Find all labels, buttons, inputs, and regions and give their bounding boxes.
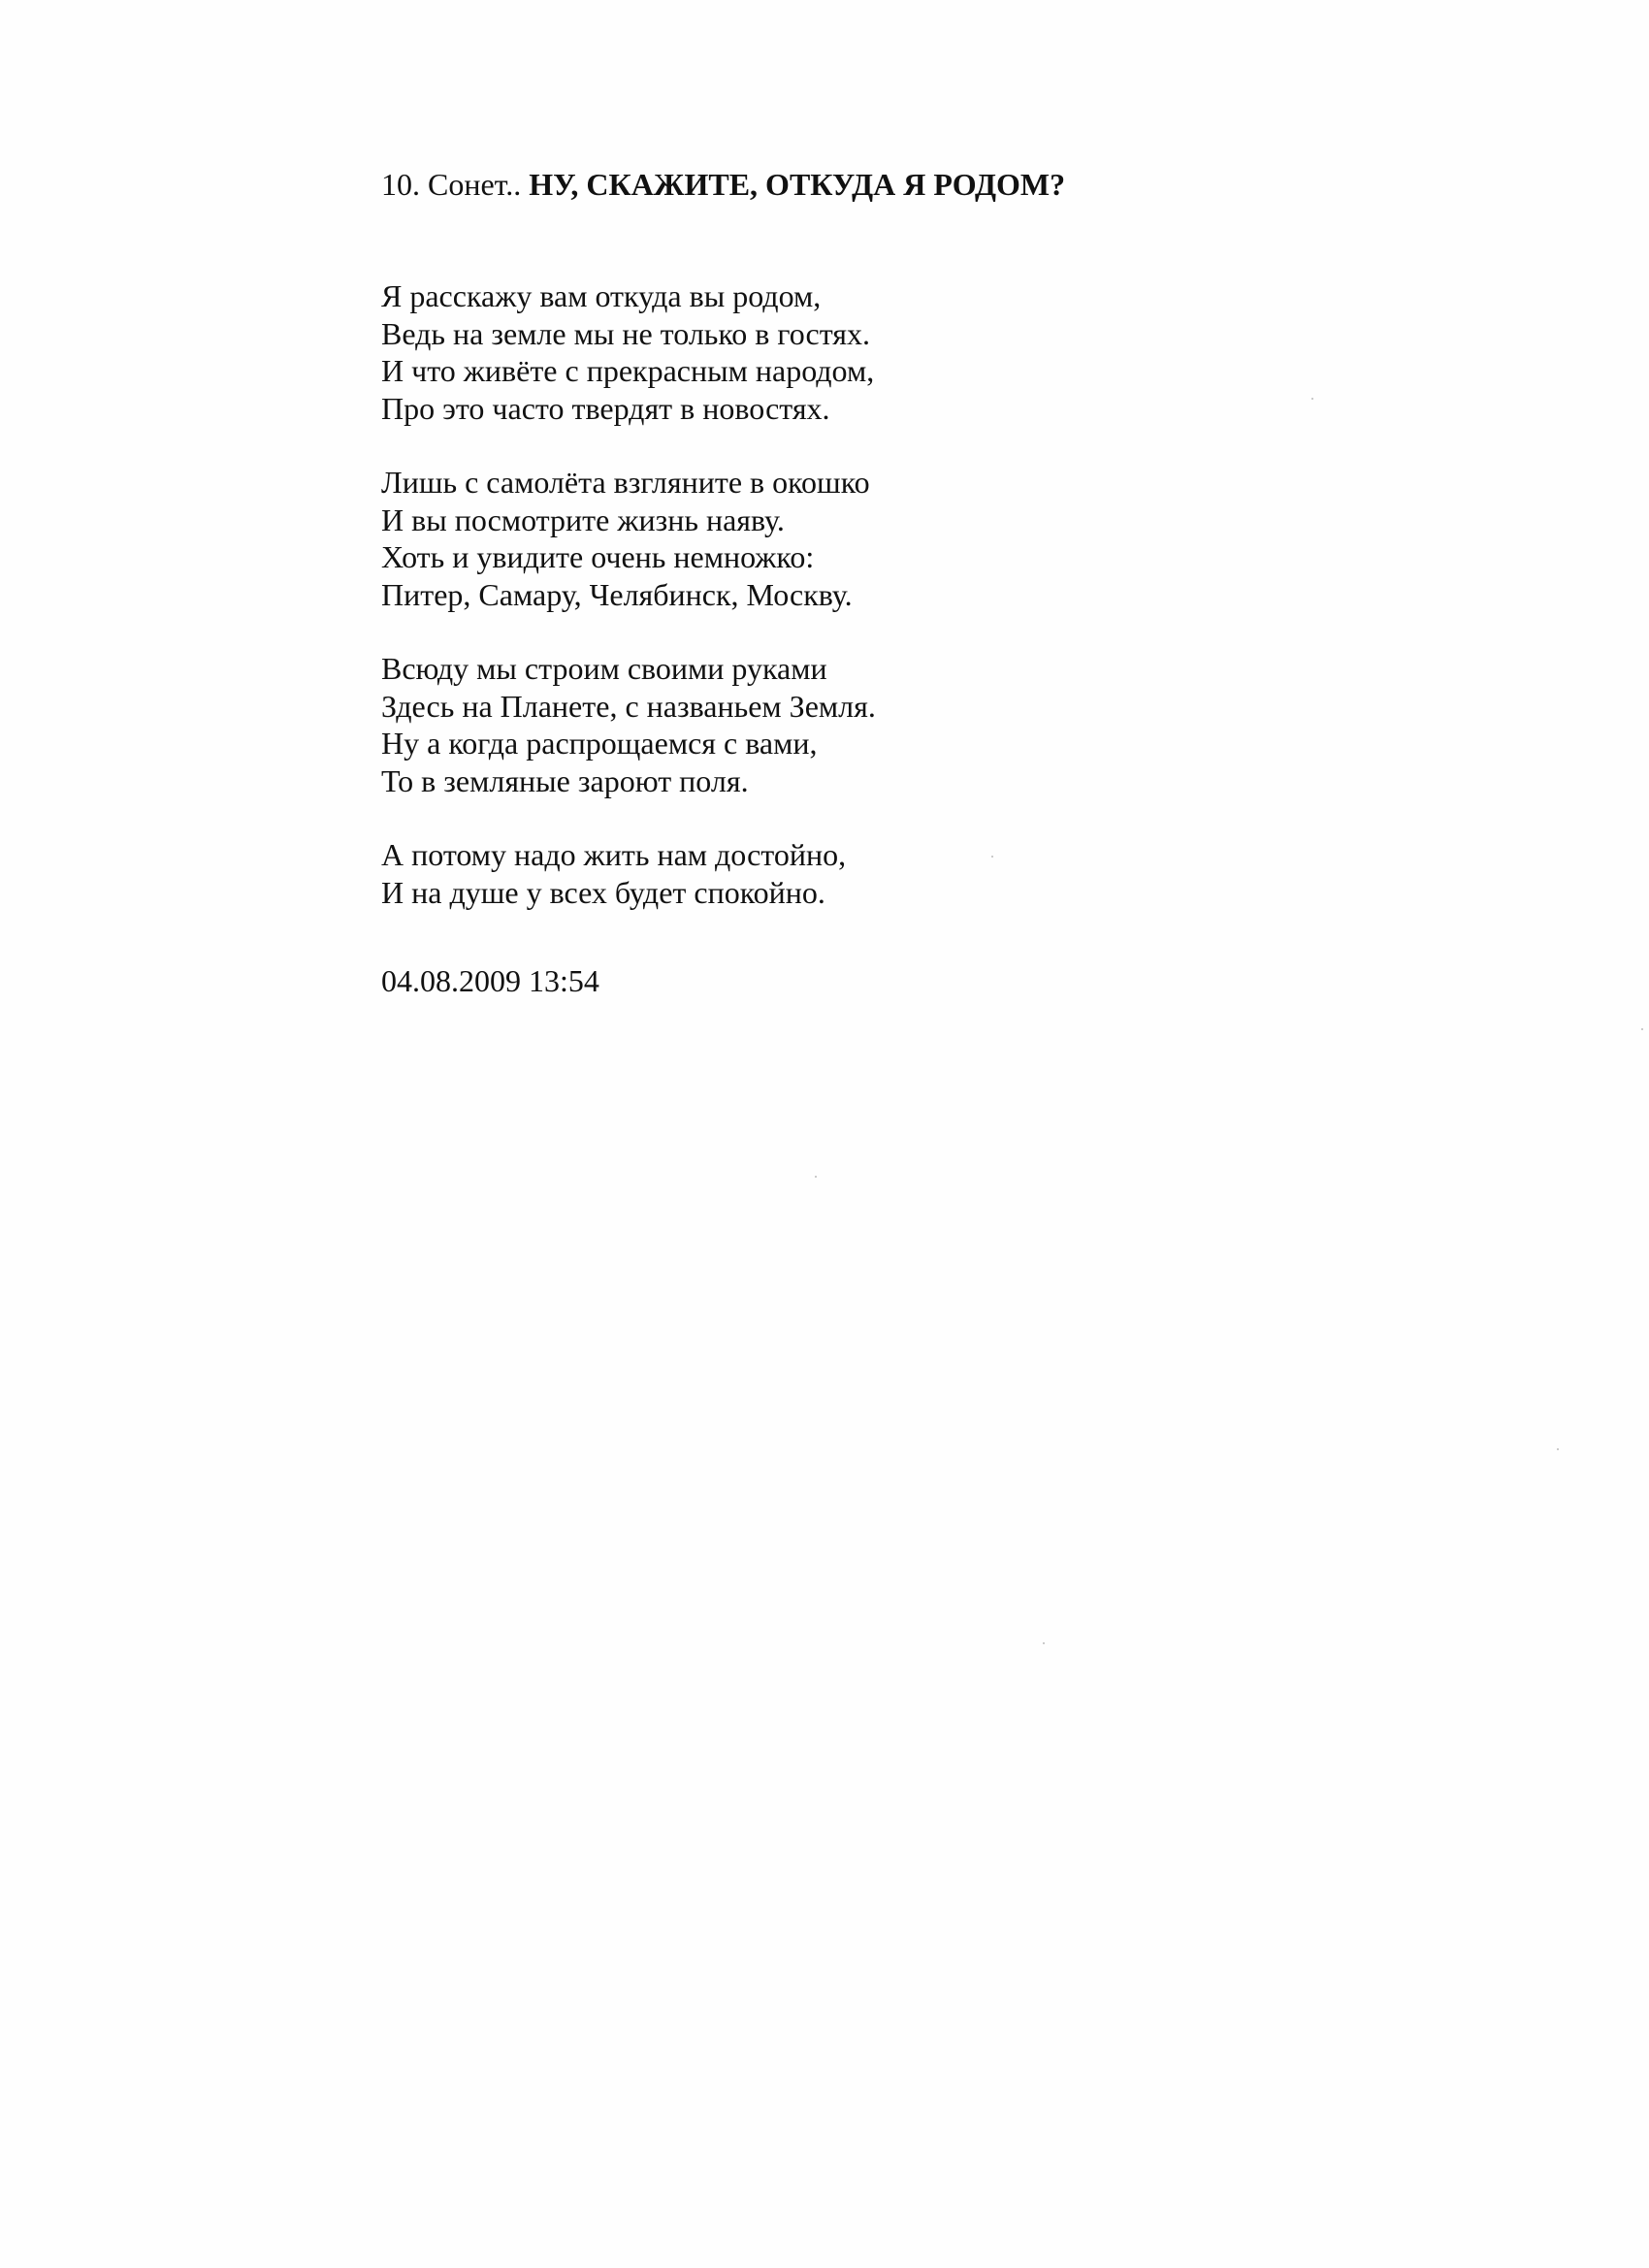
poem-line: То в земляные зароют поля. [381, 762, 749, 798]
scan-speck [1641, 1028, 1643, 1030]
poem-line: Всюду мы строим своими руками [381, 651, 827, 686]
poem-line: Ведь на земле мы не только в гостях. [381, 315, 871, 351]
scan-speck [1311, 398, 1313, 400]
poem-number: 10. Сонет.. [381, 167, 522, 202]
scan-speck [1557, 1448, 1559, 1450]
scan-speck [991, 856, 993, 858]
poem-heading [381, 165, 1254, 204]
scan-speck [815, 1176, 817, 1178]
poem-line: А потому надо жить нам достойно, [381, 837, 847, 872]
scan-speck [1043, 1642, 1045, 1644]
poem-line: Здесь на Планете, с названьем Земля. [381, 688, 876, 724]
poem-title: НУ, СКАЖИТЕ, ОТКУДА Я РОДОМ? [529, 167, 1066, 202]
stanza-1 [381, 277, 1254, 427]
poem-line: И что живёте с прекрасным народом, [381, 353, 875, 388]
poem-date: 04.08.2009 13:54 [381, 963, 599, 998]
poem-line: Питер, Самару, Челябинск, Москву. [381, 576, 853, 612]
stanza-3 [381, 650, 1254, 799]
poem-line: Про это часто твердят в новостях. [381, 390, 830, 426]
poem-text [381, 277, 1254, 911]
document-body [381, 165, 1254, 1000]
poem-line: Лишь с самолёта взгляните в окошко [381, 465, 870, 500]
stanza-2 [381, 464, 1254, 613]
poem-line: Ну а когда распрощаемся с вами, [381, 726, 818, 761]
stanza-4 [381, 836, 1254, 911]
poem-line: И на душе у всех будет спокойно. [381, 874, 825, 910]
poem-line: Хоть и увидите очень немножко: [381, 539, 815, 574]
poem-line: Я расскажу вам откуда вы родом, [381, 278, 822, 313]
poem-line: И вы посмотрите жизнь наяву. [381, 502, 785, 537]
